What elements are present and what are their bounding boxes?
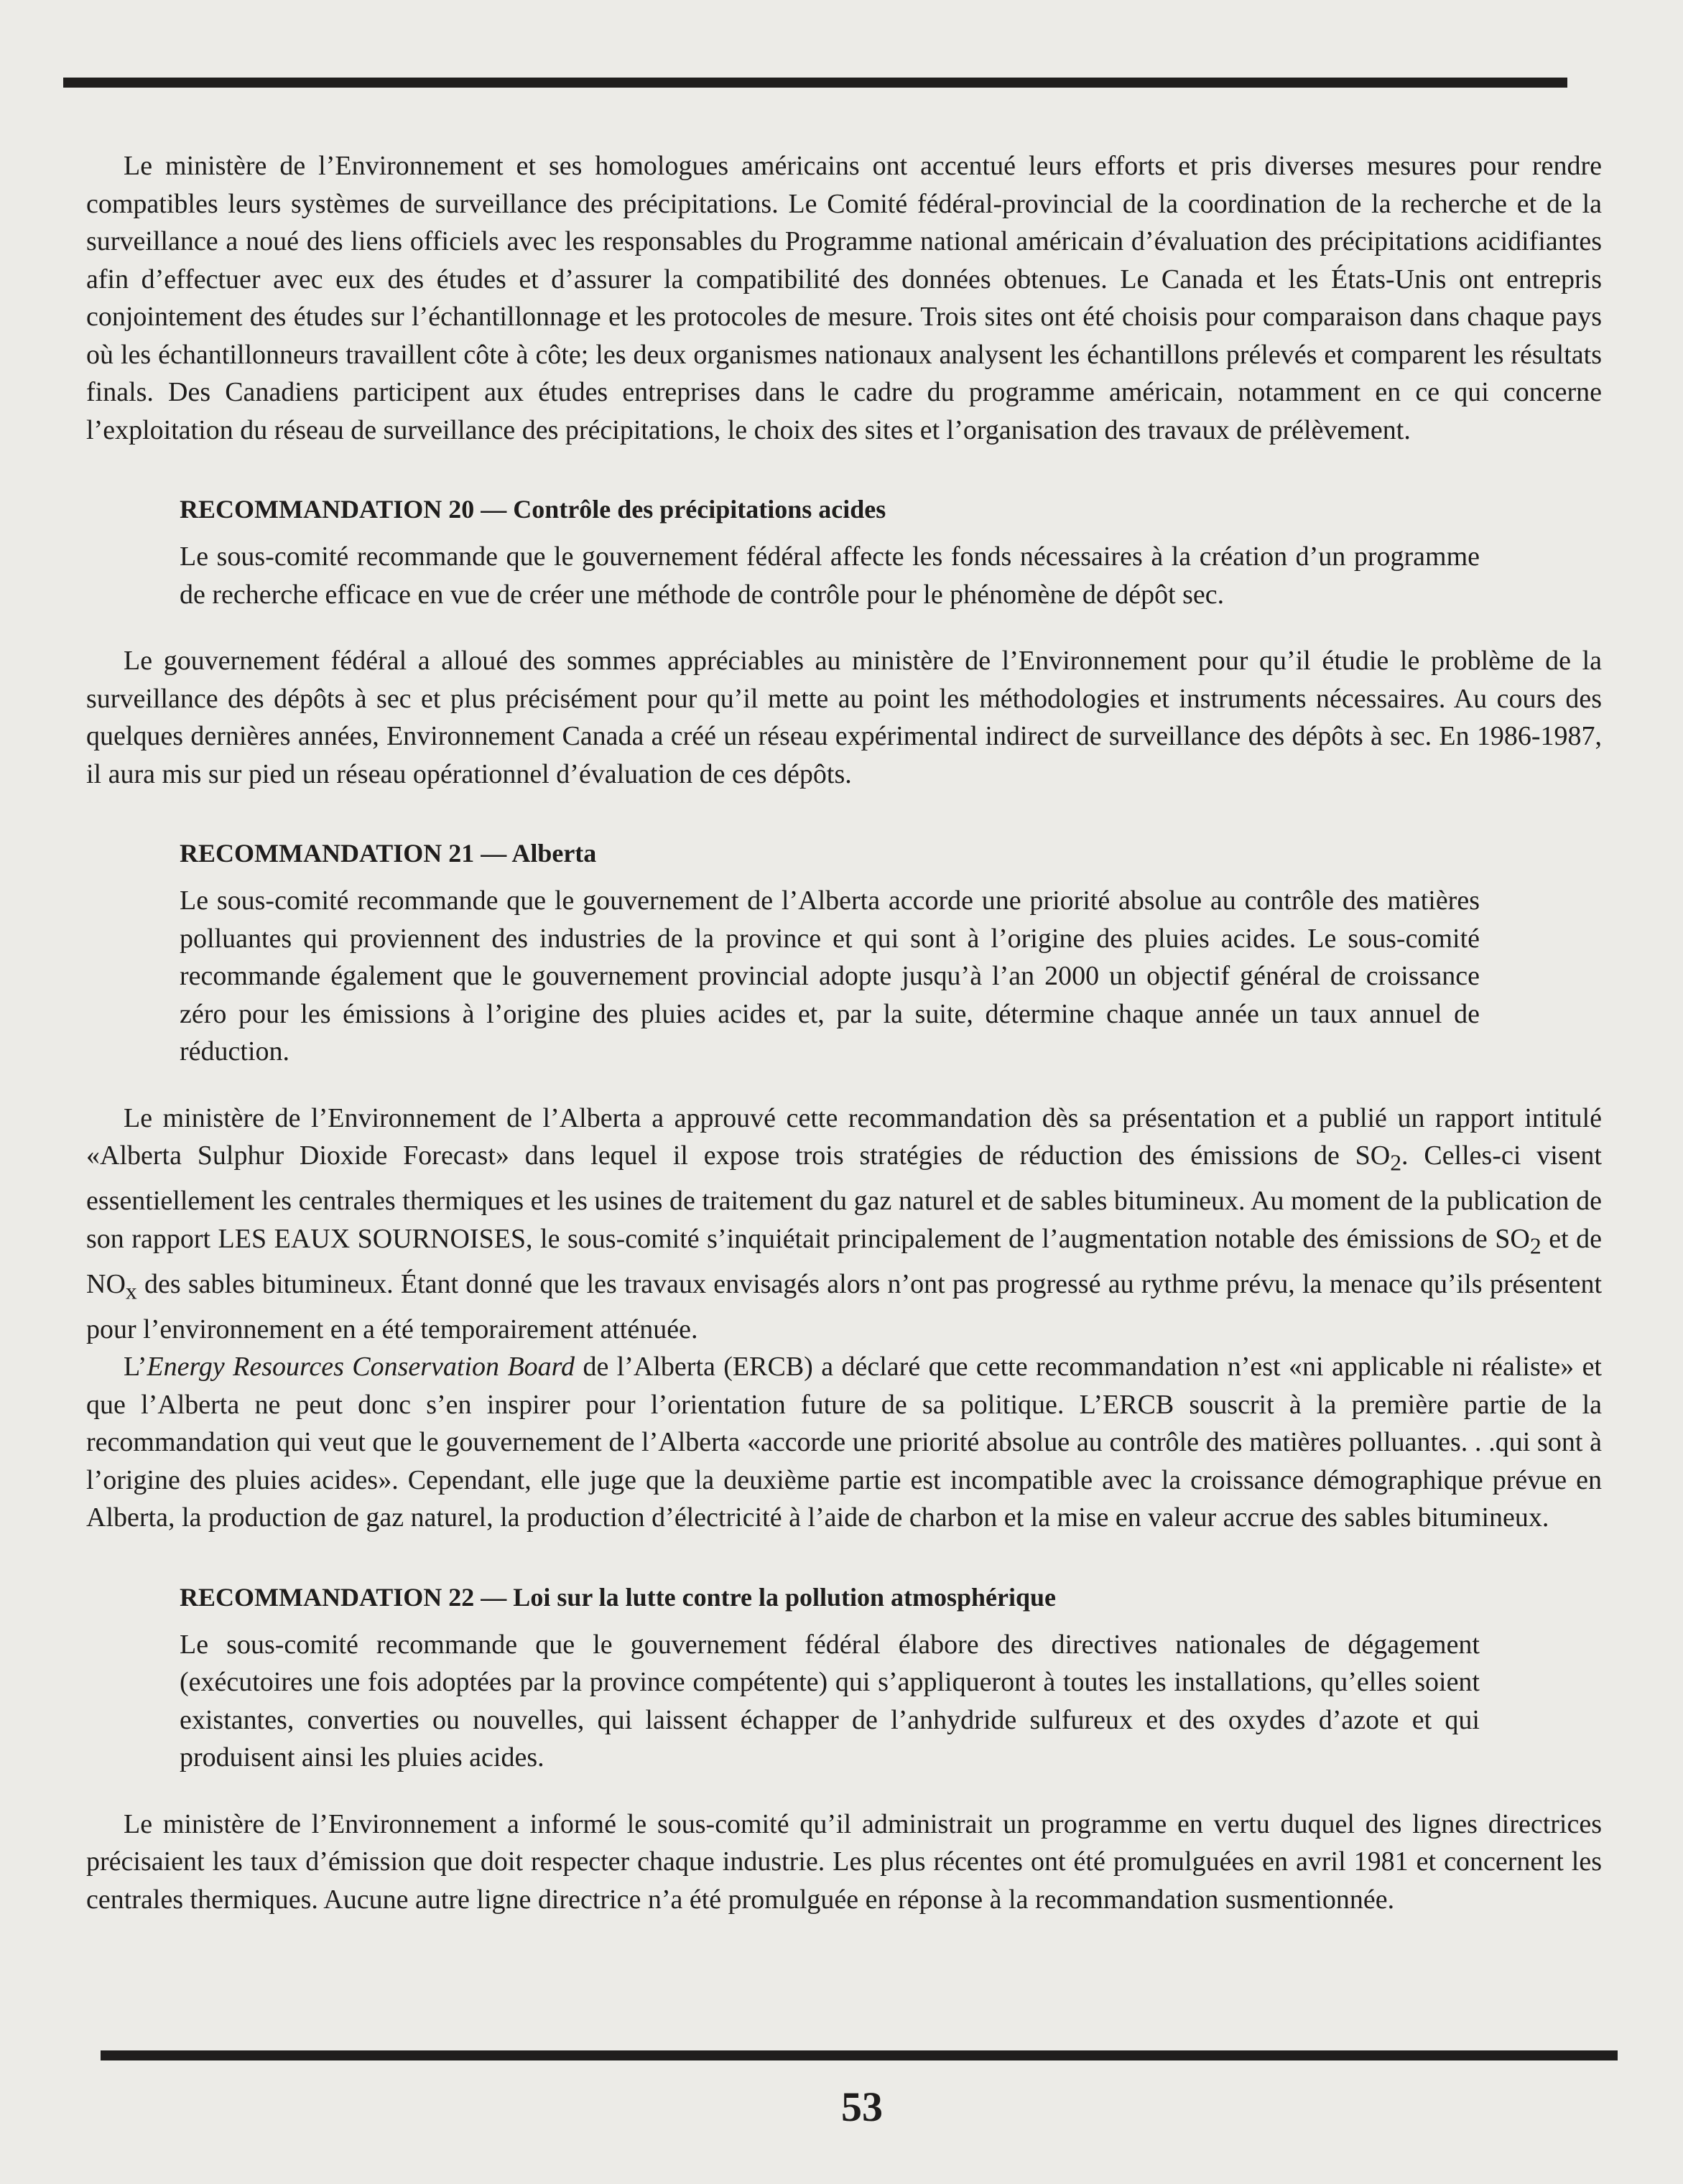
- recommendation-21-title: RECOMMANDATION 21 — Alberta: [180, 839, 597, 868]
- ercb-name: Energy Resources Conservation Board: [147, 1352, 575, 1383]
- paragraph-dry-deposition: Le gouvernement fédéral a alloué des sommes appréciables au ministère de l’Environnement pour qu’il étudie le problème de la surveillance des dépôts à sec et plus précisément pour qu’il mette au point les méthodologies et instruments nécessaires. Au cours des quelques dernières années, Environnement Canada a créé un réseau expérimental indirect de surveillance des dépôts à sec. En 1986-1987, il aura mis sur pied un réseau opérationnel d’évaluation de ces dépôts.: [86, 646, 1602, 789]
- recommendation-21: [86, 835, 1602, 1071]
- paragraph-ercb: [86, 1348, 1602, 1537]
- recommendation-22: [86, 1579, 1602, 1777]
- recommendation-20-text: Le sous-comité recommande que le gouvernement fédéral affecte les fonds nécessaires à la création d’un programme de recherche efficace en vue de créer une méthode de contrôle pour le phénomène de dépôt sec.: [180, 542, 1480, 610]
- so2-subscript: 2: [1390, 1150, 1402, 1176]
- ercb-part-1: L’: [124, 1352, 147, 1383]
- ercb-part-2: de l’Alberta (ERCB) a déclaré que cette recommandation n’est «ni applicable ni réaliste» et que l’Alberta ne peut donc s’en inspirer pour l’orientation future de sa politique. L’ERCB souscrit à la première partie de la recommandation qui veut que le gouvernement de l’Alberta «accorde une priorité absolue au contrôle des matières polluantes. . .qui sont à l’origine des pluies acides». Cependant, elle juge que la deuxième partie est incompatible avec la croissance démographique prévue en Alberta, la production de gaz naturel, la production d’électricité à l’aide de charbon et la mise en valeur accrue des sables bitumineux.: [86, 1352, 1602, 1533]
- nox-subscript: x: [125, 1278, 137, 1304]
- top-rule: [63, 78, 1567, 88]
- recommendation-20-title: RECOMMANDATION 20 — Contrôle des précipitations acides: [180, 495, 886, 524]
- alberta-response-part-2: . Celles-ci visent essentiellement les centrales thermiques et les usines de traitement du gaz naturel et de sables bitumineux. Au moment de la publication de son rapport LES EAUX SOURNOISES, le sous-comité s’inquiétait principalement de l’augmentation notable des émissions de SO: [86, 1140, 1602, 1254]
- so2-subscript-2: 2: [1529, 1233, 1541, 1259]
- alberta-response-part-3: et de NO: [86, 1223, 1602, 1299]
- recommendation-20: [86, 491, 1602, 613]
- page-number: 53: [841, 2083, 883, 2130]
- recommendation-21-text: Le sous-comité recommande que le gouvernement de l’Alberta accorde une priorité absolue au contrôle des matières polluantes qui proviennent des industries de la province et qui sont à l’origine des pluies acides. Le sous-comité recommande également que le gouvernement provincial adopte jusqu’à l’an 2000 un objectif général de croissance zéro pour les émissions à l’origine des pluies acides et, par la suite, détermine chaque année un taux annuel de réduction.: [180, 886, 1480, 1067]
- paragraph-alberta-response: [86, 1100, 1602, 1349]
- recommendation-22-title: RECOMMANDATION 22 — Loi sur la lutte contre la pollution atmosphérique: [180, 1582, 1057, 1612]
- alberta-response-part-4: des sables bitumineux. Étant donné que les travaux envisagés alors n’ont pas progressé au rythme prévu, la menace qu’ils présentent pour l’environnement en a été temporairement atténuée.: [86, 1268, 1602, 1344]
- bottom-rule: [101, 2050, 1618, 2060]
- paragraph-monitoring: Le ministère de l’Environnement et ses homologues américains ont accentué leurs efforts et pris diverses mesures pour rendre compatibles leurs systèmes de surveillance des précipitations. Le Comité fédéral-provincial de la coordination de la recherche et de la surveillance a noué des liens officiels avec les responsables du Programme national américain d’évaluation des précipitations acidifiantes afin d’effectuer avec eux des études et d’assurer la compatibilité des données obtenues. Le Canada et les États-Unis ont entrepris conjointement des études sur l’échantillonnage et les protocoles de mesure. Trois sites ont été choisis pour comparaison dans chaque pays où les échantillonneurs travaillent côte à côte; les deux organismes nationaux analysent les échantillons prélevés et comparent les résultats finals. Des Canadiens participent aux études entreprises dans le cadre du programme américain, notamment en ce qui concerne l’exploitation du réseau de surveillance des précipitations, le choix des sites et l’organisation des travaux de prélèvement.: [86, 151, 1602, 445]
- alberta-response-part-1: Le ministère de l’Environnement de l’Alberta a approuvé cette recommandation dès sa présentation et a publié un rapport intitulé «Alberta Sulphur Dioxide Forecast» dans lequel il expose trois stratégies de réduction des émissions de SO: [86, 1102, 1602, 1171]
- recommendation-22-text: Le sous-comité recommande que le gouvernement fédéral élabore des directives nationales de dégagement (exécutoires une fois adoptées par la province compétente) qui s’appliqueront à toutes les installations, qu’elles soient existantes, converties ou nouvelles, qui laissent échapper de l’anhydride sulfureux et des oxydes d’azote et qui produisent ainsi les pluies acides.: [180, 1629, 1480, 1773]
- page-content: [86, 147, 1602, 1918]
- paragraph-guidelines: Le ministère de l’Environnement a informé le sous-comité qu’il administrait un programme en vertu duquel des lignes directrices précisaient les taux d’émission que doit respecter chaque industrie. Les plus récentes ont été promulguées en avril 1981 et concernent les centrales thermiques. Aucune autre ligne directrice n’a été promulguée en réponse à la recommandation susmentionnée.: [86, 1808, 1602, 1915]
